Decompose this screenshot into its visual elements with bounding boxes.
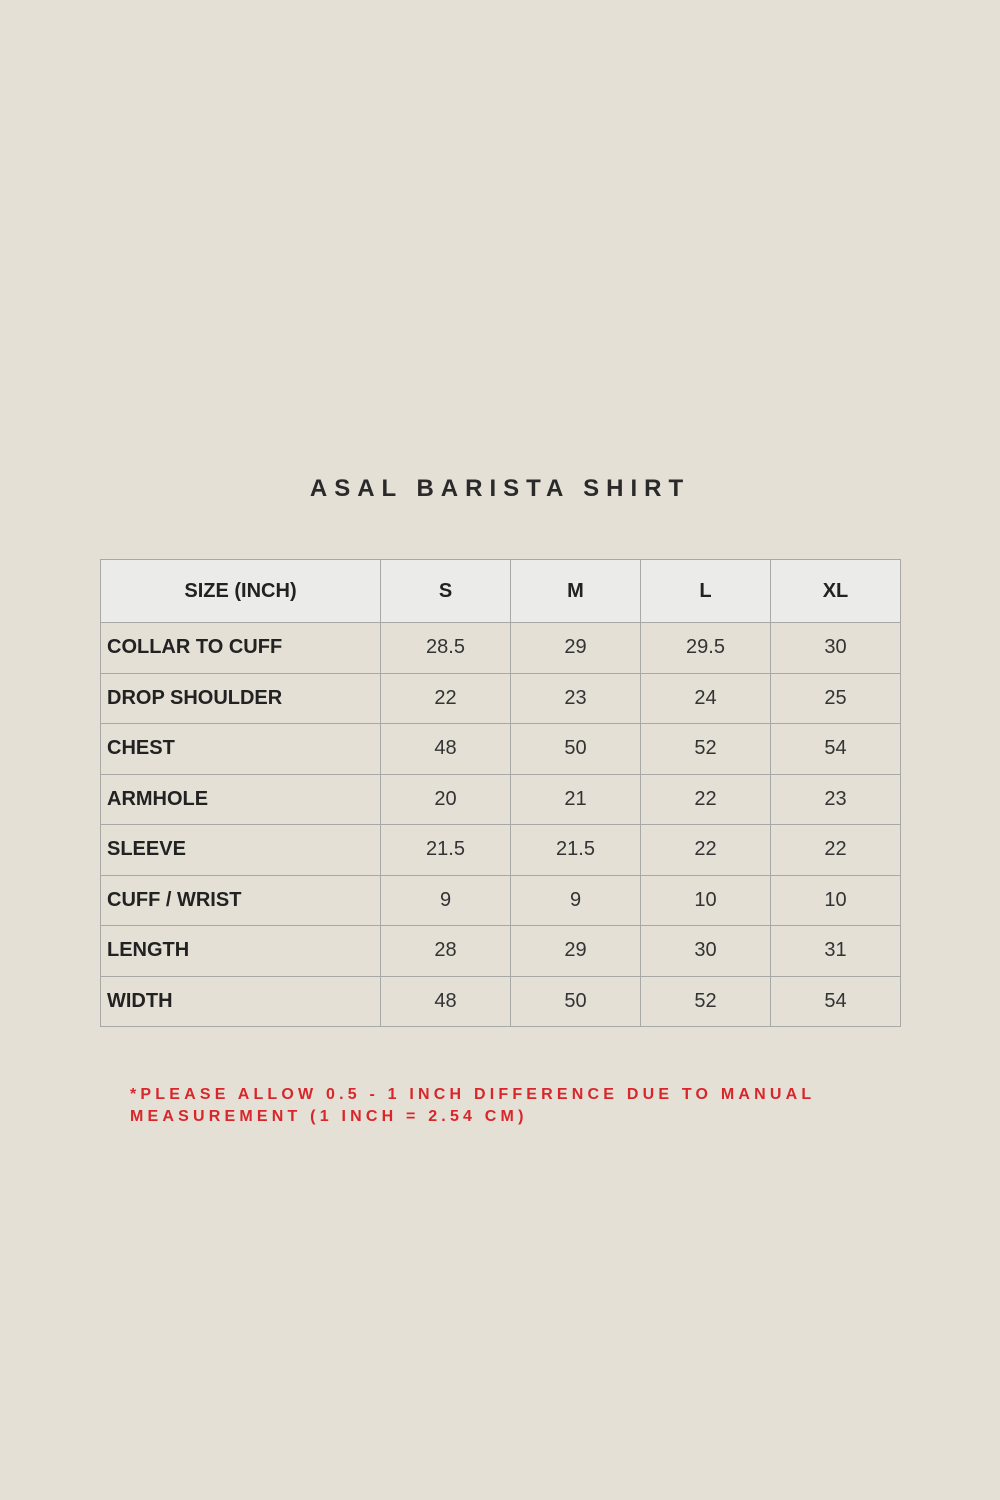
table-row [101,825,901,876]
table-cell: 31 [771,926,901,977]
table-row [101,673,901,724]
table-row [101,976,901,1027]
measurement-note [130,1084,850,1128]
table-cell: 54 [771,976,901,1027]
size-chart-table [100,559,901,1027]
table-cell: 30 [771,623,901,674]
table-body [101,623,901,1027]
header-size-l: L [641,560,771,623]
table-cell: 23 [771,774,901,825]
table-row [101,875,901,926]
table-cell: 29 [511,926,641,977]
table-cell: 22 [771,825,901,876]
table-row [101,926,901,977]
table-cell: 22 [641,825,771,876]
table-cell: 30 [641,926,771,977]
note-line-2: MEASUREMENT (1 INCH = 2.54 CM) [130,1108,528,1125]
row-label: LENGTH [101,926,381,977]
table-cell: 48 [381,976,511,1027]
table-cell: 21.5 [381,825,511,876]
table-cell: 28.5 [381,623,511,674]
table-cell: 21 [511,774,641,825]
note-line-1: *PLEASE ALLOW 0.5 - 1 INCH DIFFERENCE DUE TO MANUAL [130,1086,816,1103]
row-label: CUFF / WRIST [101,875,381,926]
table-header-row [101,560,901,623]
table-row [101,724,901,775]
row-label: SLEEVE [101,825,381,876]
table-cell: 29 [511,623,641,674]
row-label: ARMHOLE [101,774,381,825]
table-cell: 50 [511,976,641,1027]
header-size-xl: XL [771,560,901,623]
header-size-label: SIZE (INCH) [101,560,381,623]
row-label: WIDTH [101,976,381,1027]
page-title: ASAL BARISTA SHIRT [309,475,691,502]
table-cell: 21.5 [511,825,641,876]
table-cell: 23 [511,673,641,724]
table-cell: 9 [511,875,641,926]
table-cell: 20 [381,774,511,825]
table-row [101,774,901,825]
table-cell: 25 [771,673,901,724]
header-size-s: S [381,560,511,623]
row-label: CHEST [101,724,381,775]
header-size-m: M [511,560,641,623]
table-cell: 48 [381,724,511,775]
table-cell: 22 [381,673,511,724]
table-cell: 9 [381,875,511,926]
table-cell: 24 [641,673,771,724]
table-row [101,623,901,674]
table-cell: 52 [641,724,771,775]
table-cell: 29.5 [641,623,771,674]
table-cell: 50 [511,724,641,775]
table-cell: 10 [771,875,901,926]
table-cell: 54 [771,724,901,775]
table-cell: 10 [641,875,771,926]
row-label: COLLAR TO CUFF [101,623,381,674]
table-cell: 22 [641,774,771,825]
row-label: DROP SHOULDER [101,673,381,724]
table-cell: 52 [641,976,771,1027]
table-cell: 28 [381,926,511,977]
